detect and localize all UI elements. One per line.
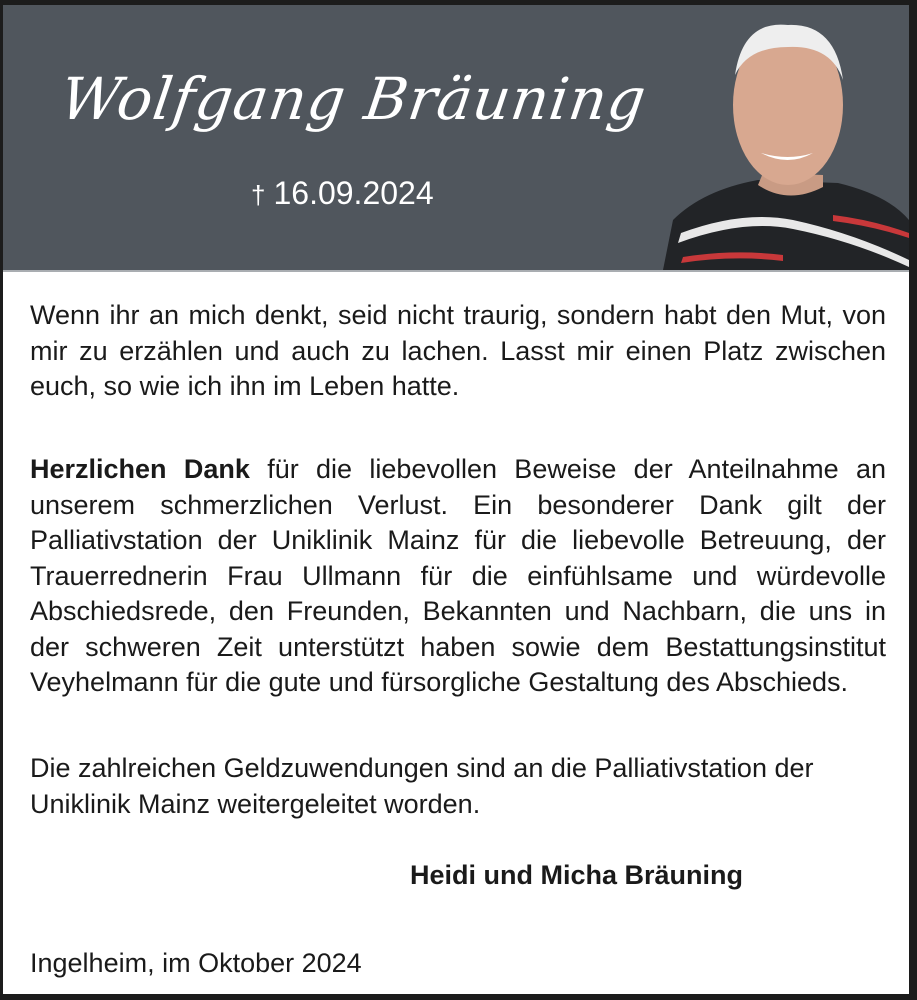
deceased-name: Wolfgang Bräuning <box>56 65 651 133</box>
signature: Heidi und Micha Bräuning <box>410 860 744 890</box>
portrait-photo <box>663 5 909 270</box>
cross-icon: † <box>251 180 266 210</box>
obituary-notice <box>3 5 909 994</box>
donation-paragraph: Die zahlreichen Geldzuwendungen sind an die Palliativstation der Uniklinik Mainz weitergeleitet worden. <box>30 753 814 819</box>
thanks-paragraph <box>30 452 886 701</box>
header-band <box>3 5 909 270</box>
thanks-text: für die liebevollen Beweise der Anteilnahme an unserem schmerzlichen Verlust. Ein besonderer Dank gilt der Palliativstation der Uniklinik Mainz für die liebevolle Betreuung, der Trauerrednerin Frau Ullmann für die einfühlsame und würdevolle Abschiedsrede, den Freunden, Bekannten und Nachbarn, die uns in der schweren Zeit unterstützt haben sowie dem Bestattungsinstitut Veyhelmann für die gute und fürsorgliche Gestaltung des Abschieds. <box>30 454 886 697</box>
place-date: Ingelheim, im Oktober 2024 <box>30 948 362 978</box>
divider <box>3 270 909 272</box>
memorial-quote: Wenn ihr an mich denkt, seid nicht traurig, sondern habt den Mut, von mir zu erzählen und auch zu lachen. Lasst mir einen Platz zwischen euch, so wie ich ihn im Leben hatte. <box>30 300 886 401</box>
death-date-value: 16.09.2024 <box>273 175 434 211</box>
thanks-heading: Herzlichen Dank <box>30 454 250 484</box>
death-date <box>251 175 434 212</box>
